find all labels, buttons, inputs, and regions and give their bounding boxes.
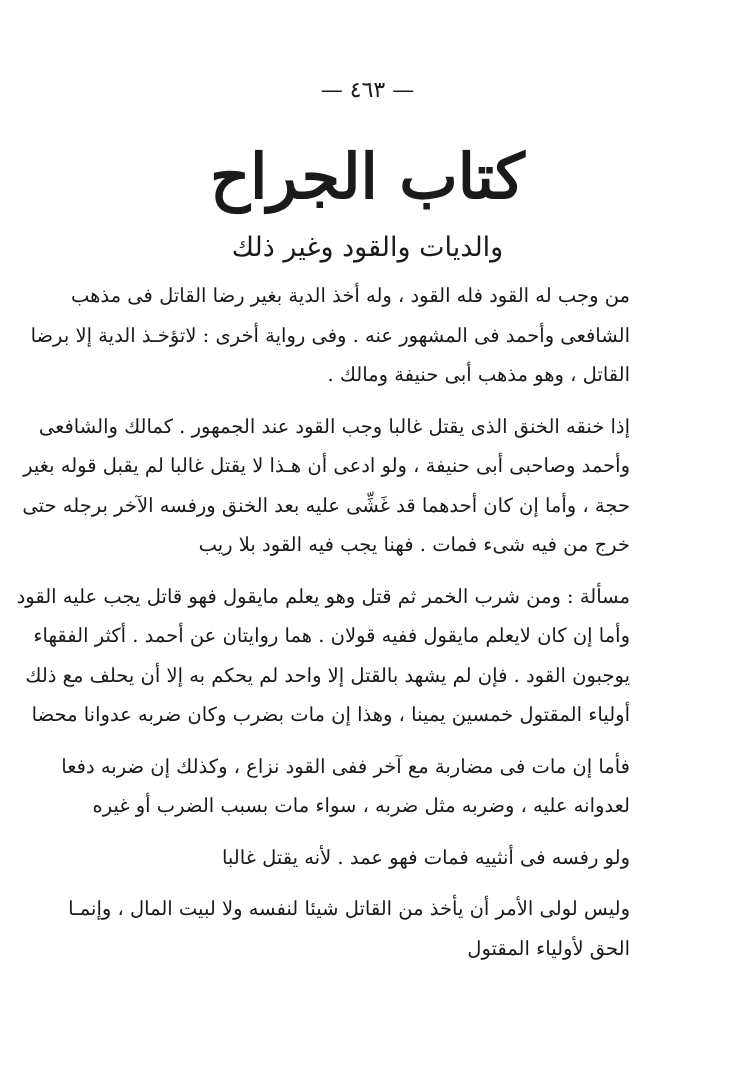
text-line: ولو رفسه فى أنثييه فمات فهو عمد . لأنه يقتل غالبا <box>221 845 630 869</box>
page-number: — ٤٦٣ — <box>320 78 415 103</box>
paragraph <box>22 407 630 565</box>
text-line: من وجب له القود فله القود ، وله أخذ الدية بغير رضا القاتل فى مذهب <box>70 284 630 307</box>
chapter-title: كتاب الجراح <box>210 140 525 213</box>
text-line: إذا خنقه الخنق الذى يقتل غالبا وجب القود عند الجمهور . كمالك والشافعى <box>38 414 630 438</box>
text-line: القاتل ، وهو مذهب أبى حنيفة ومالك . <box>327 363 630 386</box>
text-line: يوجبون القود . فإن لم يشهد بالقتل إلا واحد لم يحكم به إلا أن يحلف مع ذلك <box>25 663 630 687</box>
text-line: مسألة : ومن شرب الخمر ثم قتل وهو يعلم مايقول فهو قاتل يجب عليه القود <box>16 584 630 608</box>
text-line: حجة ، وأما إن كان أحدهما قد غَشِّى عليه بعد الخنق ورفسه الآخر برجله حتى <box>22 493 630 517</box>
text-line: فأما إن مات فى مضاربة مع آخر ففى القود نزاع ، وكذلك إن ضربه دفعا <box>61 754 630 778</box>
text-line: الشافعى وأحمد فى المشهور عنه . وفى رواية أخرى : لاتؤخـذ الدية إلا برضا <box>30 323 630 347</box>
paragraph <box>112 838 630 878</box>
paragraph <box>30 276 630 395</box>
text-line: وليس لولى الأمر أن يأخذ من القاتل شيئا لنفسه ولا لبيت المال ، وإنمـا <box>68 897 630 920</box>
text-line: وأما إن كان لايعلم مايقول ففيه قولان . هما روايتان عن أحمد . أكثر الفقهاء <box>33 624 630 647</box>
paragraph <box>16 577 630 735</box>
chapter-subtitle: والديات والقود وغير ذلك <box>231 232 504 263</box>
paragraph <box>61 747 630 826</box>
paragraph <box>68 889 630 968</box>
text-line: أولياء المقتول خمسين يمينا ، وهذا إن مات بضرب وكان ضربه عدوانا محضا <box>31 703 630 726</box>
text-line: الحق لأولياء المقتول <box>467 936 630 960</box>
text-line: وأحمد وصاحبى أبى حنيفة ، ولو ادعى أن هـذا لا يقتل غالبا لم يقبل قوله بغير <box>23 454 630 477</box>
text-line: لعدوانه عليه ، وضربه مثل ضربه ، سواء مات بسبب الضرب أو غيره <box>92 794 630 817</box>
body-text <box>16 276 630 968</box>
text-line: خرج من فيه شىء فمات . فهنا يجب فيه القود بلا ريب <box>198 533 630 556</box>
